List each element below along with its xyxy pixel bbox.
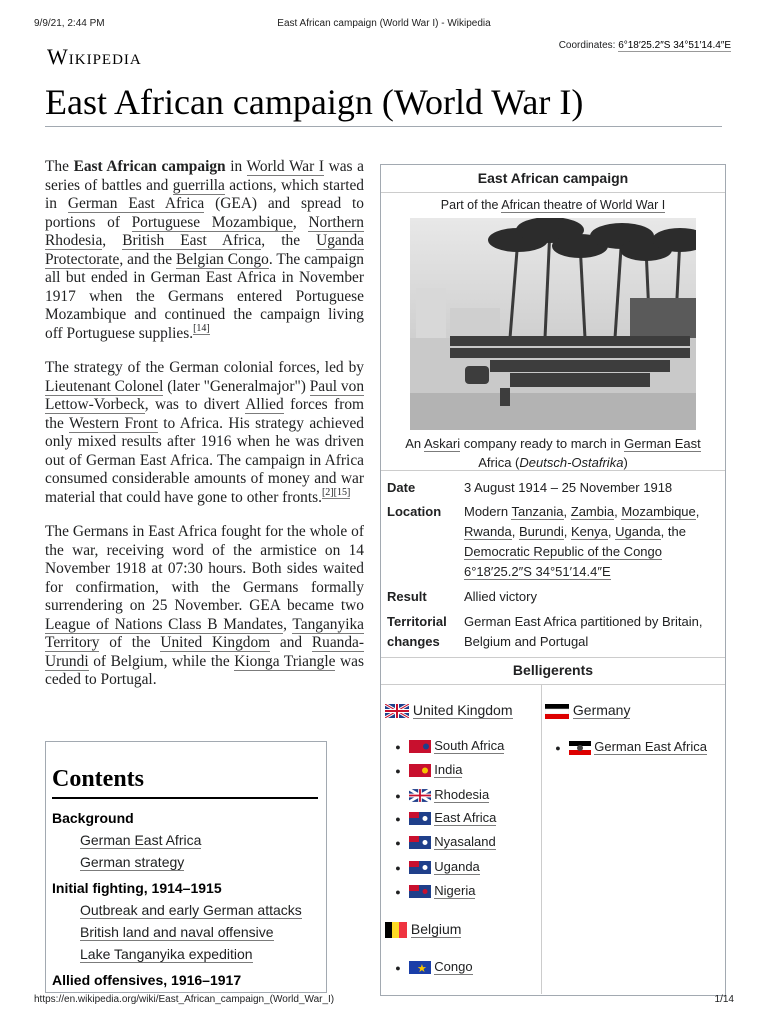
coordinates-link[interactable]: 6°18′25.2″S 34°51′14.4″E [618, 40, 731, 51]
south-africa-flag-icon [409, 740, 431, 753]
print-datetime: 9/9/21, 2:44 PM [34, 18, 105, 29]
belgium-flag-icon [385, 922, 407, 938]
german-east-africa-flag-icon [569, 741, 591, 755]
germany-flag-icon [545, 704, 569, 719]
uganda-flag-icon [409, 861, 431, 874]
india-flag-icon [409, 764, 431, 777]
east-africa-flag-icon [409, 812, 431, 825]
congo-flag-icon [409, 961, 431, 974]
part-of-link[interactable]: African theatre of World War I [501, 198, 666, 212]
lead-paragraph-3: The Germans in East Africa fought for the whole of the war, receiving word of the armistice on 14 November 1918 at 07:30 hours. Both sides waited for confirmation, with the Germans formally surrendering on 25 November. GEA became two League of Nations Class B Mandates, Tanganyika Territory of the United Kingdom and Ruanda-Urundi of Belgium, while the Kionga Triangle was ceded to Portugal. [45, 523, 364, 688]
ally-east-africa[interactable]: ● East Africa [395, 810, 497, 825]
coordinates [559, 40, 731, 51]
toc-sub-german-east-africa[interactable]: German East Africa [80, 832, 202, 848]
askari-link[interactable]: Askari [424, 436, 461, 451]
ally-south-africa[interactable]: ● South Africa [395, 738, 505, 753]
belligerent-belgium[interactable]: Belgium [385, 921, 461, 938]
toc-sub-german-strategy[interactable]: German strategy [80, 854, 185, 870]
ally-nigeria[interactable]: ● Nigeria [395, 883, 476, 898]
toc-sub-outbreak[interactable]: Outbreak and early German attacks [80, 902, 302, 918]
svg-text:★: ★ [416, 962, 427, 975]
coordinates-label: Coordinates: [558, 40, 616, 51]
lead-paragraph-2: The strategy of the German colonial forces, led by Lieutenant Colonel (later "Generalmajor") Paul von Lettow-Vorbeck, was to divert Allied forces from the Western Front to Africa. His strategy achieved only mixed results after 1916 when he was driven out of German East Africa. The campaign in Africa consumed considerable amounts of money and war material that could have gone to other fronts.[2][15] [45, 359, 365, 506]
rhodesia-flag-icon [409, 789, 431, 802]
infobox-title: East African campaign [381, 165, 725, 193]
print-url: https://en.wikipedia.org/wiki/East_African_campaign_(World_War_I) [34, 994, 335, 1005]
toc-section-initial-fighting[interactable]: Initial fighting, 1914–1915 [52, 880, 222, 896]
print-tab-title: East African campaign (World War I) - Wikipedia [277, 18, 491, 29]
title-divider [45, 126, 722, 127]
toc-sub-lake-tanganyika[interactable]: Lake Tanganyika expedition [80, 946, 253, 962]
photo-caption: An Askari company ready to march in German East Africa (Deutsch-Ostafrika) [405, 436, 701, 470]
nyasaland-flag-icon [409, 836, 431, 849]
toc-title: Contents [52, 766, 318, 799]
infobox-part-of: Part of the African theatre of World War I [440, 198, 666, 212]
nigeria-flag-icon [409, 885, 431, 898]
belligerents-header: Belligerents [512, 662, 594, 678]
article-lead [45, 158, 364, 706]
infobox: East African campaign Part of the African theatre of World War I An Askari company ready to march in German East Africa (Deutsch-Ostafrika) Date 3 August 1914 – 25 November 1918 Location Modern Tanzania, Zambia, Mozambique, Rwanda, Burundi, Kenya, Uganda, the Democratic Republic of the Congo 6°18′25.2″S 34°51′14.4″E Result Allied victory Territorial changes German East Africa partitioned by Britain, Belgium and Portugal Belligerents United Kingdom ● South Africa ● India ● Rhodesia ● East Africa ● Nyasaland ● Uganda ● Nigeria Belgium ● ★ Congo Germany ● German East Africa [380, 164, 726, 996]
print-page-number: 1/14 [714, 994, 734, 1005]
lead-paragraph-1: The East African campaign in World War I was a series of battles and guerrilla actions, which started in German East Africa (GEA) and spread to portions of Portuguese Mozambique, Northern Rhodesia, British East Africa, the Uganda Protectorate, and the Belgian Congo. The campaign all but ended in German East Africa in November 1917 when the Germans entered Portuguese Mozambique and continued the campaign living off Portuguese supplies.[14] [45, 158, 365, 342]
toc-sub-british-offensive[interactable]: British land and naval offensive [80, 924, 274, 940]
ally-congo[interactable]: ● ★ Congo [395, 959, 473, 975]
uk-flag-icon [385, 704, 409, 718]
page-title: East African campaign (World War I) [45, 82, 584, 122]
toc-section-background[interactable]: Background [52, 810, 134, 826]
location-coordinates-link[interactable]: 6°18′25.2″S 34°51′14.4″E [464, 564, 611, 579]
toc-section-allied-offensives[interactable]: Allied offensives, 1916–1917 [52, 972, 242, 988]
ally-india[interactable]: ● India [395, 762, 463, 777]
table-of-contents [45, 741, 327, 993]
askari-company-photo[interactable] [410, 218, 696, 430]
ally-uganda[interactable]: ● Uganda [395, 859, 480, 874]
belligerent-united-kingdom[interactable]: United Kingdom [385, 702, 513, 718]
ally-nyasaland[interactable]: ● Nyasaland [395, 834, 496, 849]
ally-rhodesia[interactable]: ● Rhodesia [395, 787, 490, 802]
ally-german-east-africa[interactable]: ● German East Africa [555, 739, 707, 754]
gea-caption-link[interactable]: German East Africa [478, 436, 701, 470]
wikipedia-logo[interactable]: Wikipedia [47, 44, 142, 69]
belligerent-germany[interactable]: Germany [545, 702, 630, 719]
